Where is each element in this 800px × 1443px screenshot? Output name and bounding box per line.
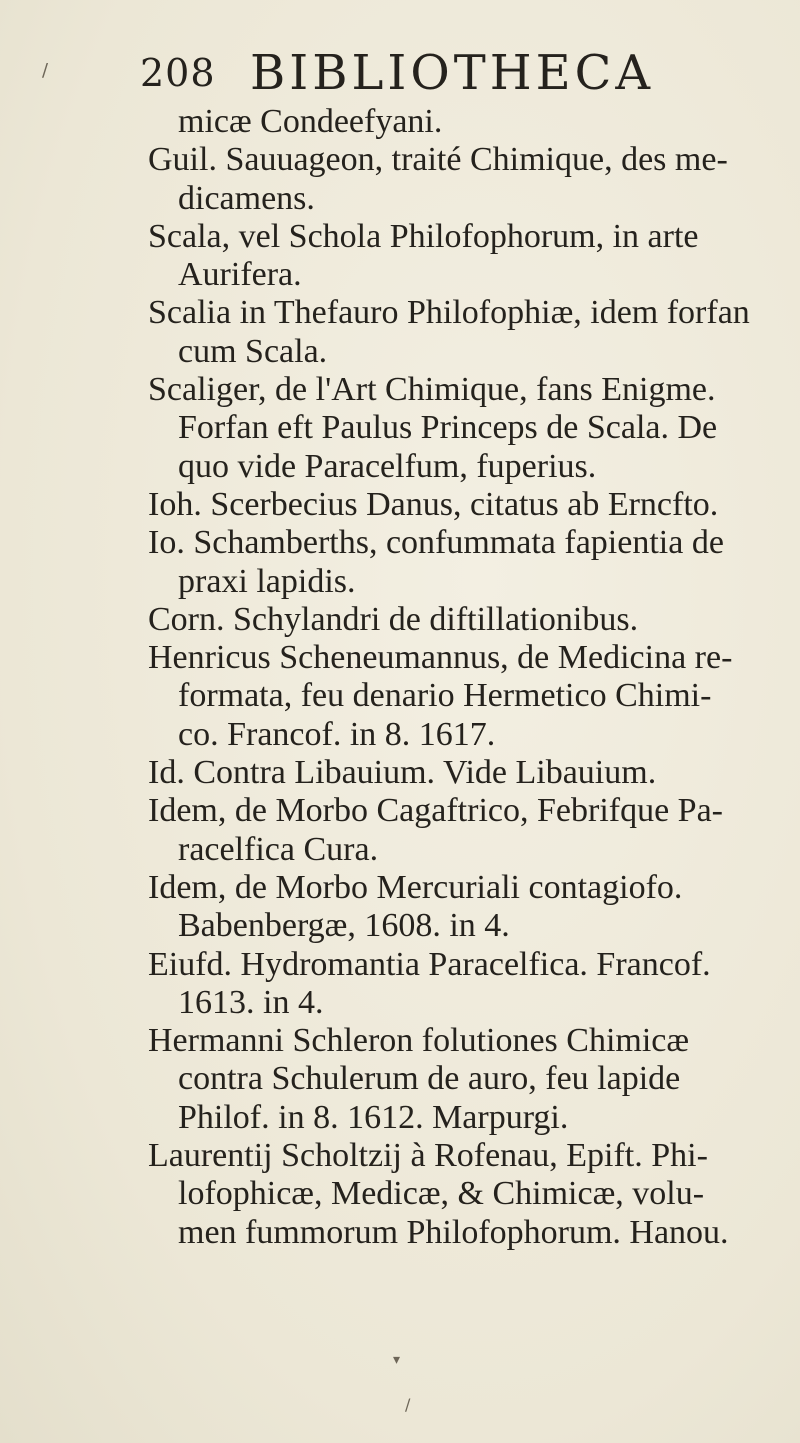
text-line: cum Scala. <box>178 332 328 370</box>
text-line: Forfan eft Paulus Princeps de Scala. De <box>178 409 718 447</box>
text-line: Ioh. Scerbecius Danus, citatus ab Erncfto. <box>148 485 719 523</box>
catalog-entries <box>148 103 798 1252</box>
text-line: 1613. in 4. <box>178 983 324 1021</box>
page-header <box>140 45 700 105</box>
ink-speck: / <box>405 1395 411 1414</box>
text-line: contra Schulerum de auro, feu lapide <box>178 1060 681 1098</box>
text-line: Idem, de Morbo Cagaftrico, Febrifque Pa- <box>148 792 723 830</box>
ornament-mark: ▾ <box>393 1352 401 1368</box>
text-line: formata, feu denario Hermetico Chimi- <box>178 677 712 715</box>
running-title: BIBLIOTHECA <box>250 45 654 101</box>
text-line: Guil. Sauuageon, traité Chimique, des me- <box>148 141 728 179</box>
text-line: co. Francof. in 8. 1617. <box>178 715 496 753</box>
text-line: micæ Condeefyani. <box>178 103 443 140</box>
text-line: praxi lapidis. <box>178 562 356 600</box>
text-line: Idem, de Morbo Mercuriali contagiofo. <box>148 868 683 906</box>
text-line: quo vide Paracelfum, fuperius. <box>178 447 597 485</box>
text-line: Aurifera. <box>178 256 302 294</box>
text-line: Hermanni Schleron folutiones Chimicæ <box>148 1022 690 1060</box>
text-line: Babenbergæ, 1608. in 4. <box>178 907 510 945</box>
margin-speck: / <box>42 60 49 81</box>
text-line: Henricus Scheneumannus, de Medicina re- <box>148 639 733 677</box>
text-line: Corn. Schylandri de diftillationibus. <box>148 600 639 638</box>
page-number: 208 <box>140 51 216 95</box>
text-line: Id. Contra Libauium. Vide Libauium. <box>148 754 657 792</box>
text-line: Laurentij Scholtzij à Rofenau, Epift. Phi- <box>148 1137 708 1175</box>
text-line: Scalia in Thefauro Philofophiæ, idem forfan <box>148 294 750 332</box>
text-line: racelfica Cura. <box>178 830 379 868</box>
text-line: Eiufd. Hydromantia Paracelfica. Francof. <box>148 945 711 983</box>
text-line: dicamens. <box>178 179 315 217</box>
text-line: lofophicæ, Medicæ, & Chimicæ, volu- <box>178 1175 705 1213</box>
text-line: Philof. in 8. 1612. Marpurgi. <box>178 1098 569 1136</box>
text-line: Scala, vel Schola Philofophorum, in arte <box>148 217 699 255</box>
text-line: Scaliger, de l'Art Chimique, fans Enigme. <box>148 371 716 409</box>
text-line: men fummorum Philofophorum. Hanou. <box>178 1213 729 1251</box>
text-line: Io. Schamberths, confummata fapientia de <box>148 524 724 562</box>
